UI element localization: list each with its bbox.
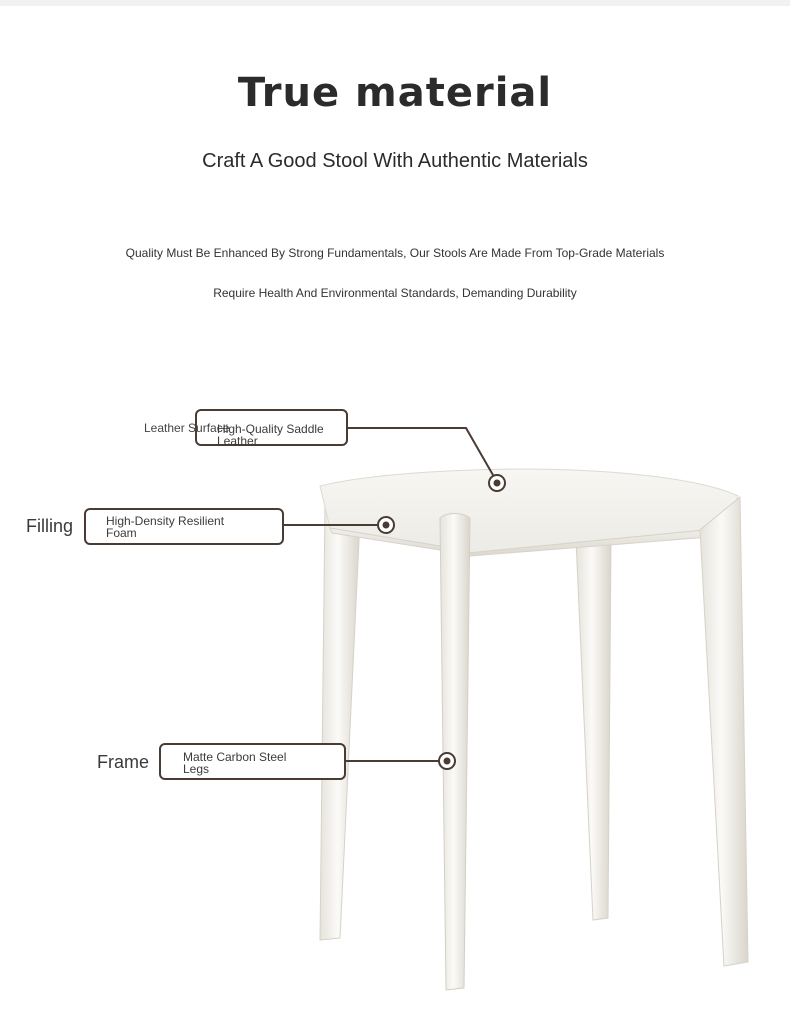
frame-marker-icon [439,753,455,769]
surface-leader-line [347,428,497,482]
description-line-1: Quality Must Be Enhanced By Strong Fundamentals, Our Stools Are Made From Top-Grade Materials [125,246,665,260]
surface-detail-text: High-Quality Saddle Leather [217,422,324,448]
surface-label: Leather Surface [144,421,230,435]
surface-marker-icon [489,475,505,491]
surface-detail-callout [195,409,348,446]
frame-detail-callout [159,743,346,780]
description-line-2: Require Health And Environmental Standards, Demanding Durability [213,286,577,300]
filling-detail-callout [84,508,284,545]
filling-label: Filling [26,516,74,536]
frame-detail-text: Matte Carbon Steel Legs [183,750,287,776]
filling-detail-text: High-Density Resilient Foam [106,514,225,540]
frame-label: Frame [97,752,150,772]
page-title: True material [237,70,553,116]
filling-marker-icon [378,517,394,533]
page-subtitle: Craft A Good Stool With Authentic Materials [202,150,588,172]
